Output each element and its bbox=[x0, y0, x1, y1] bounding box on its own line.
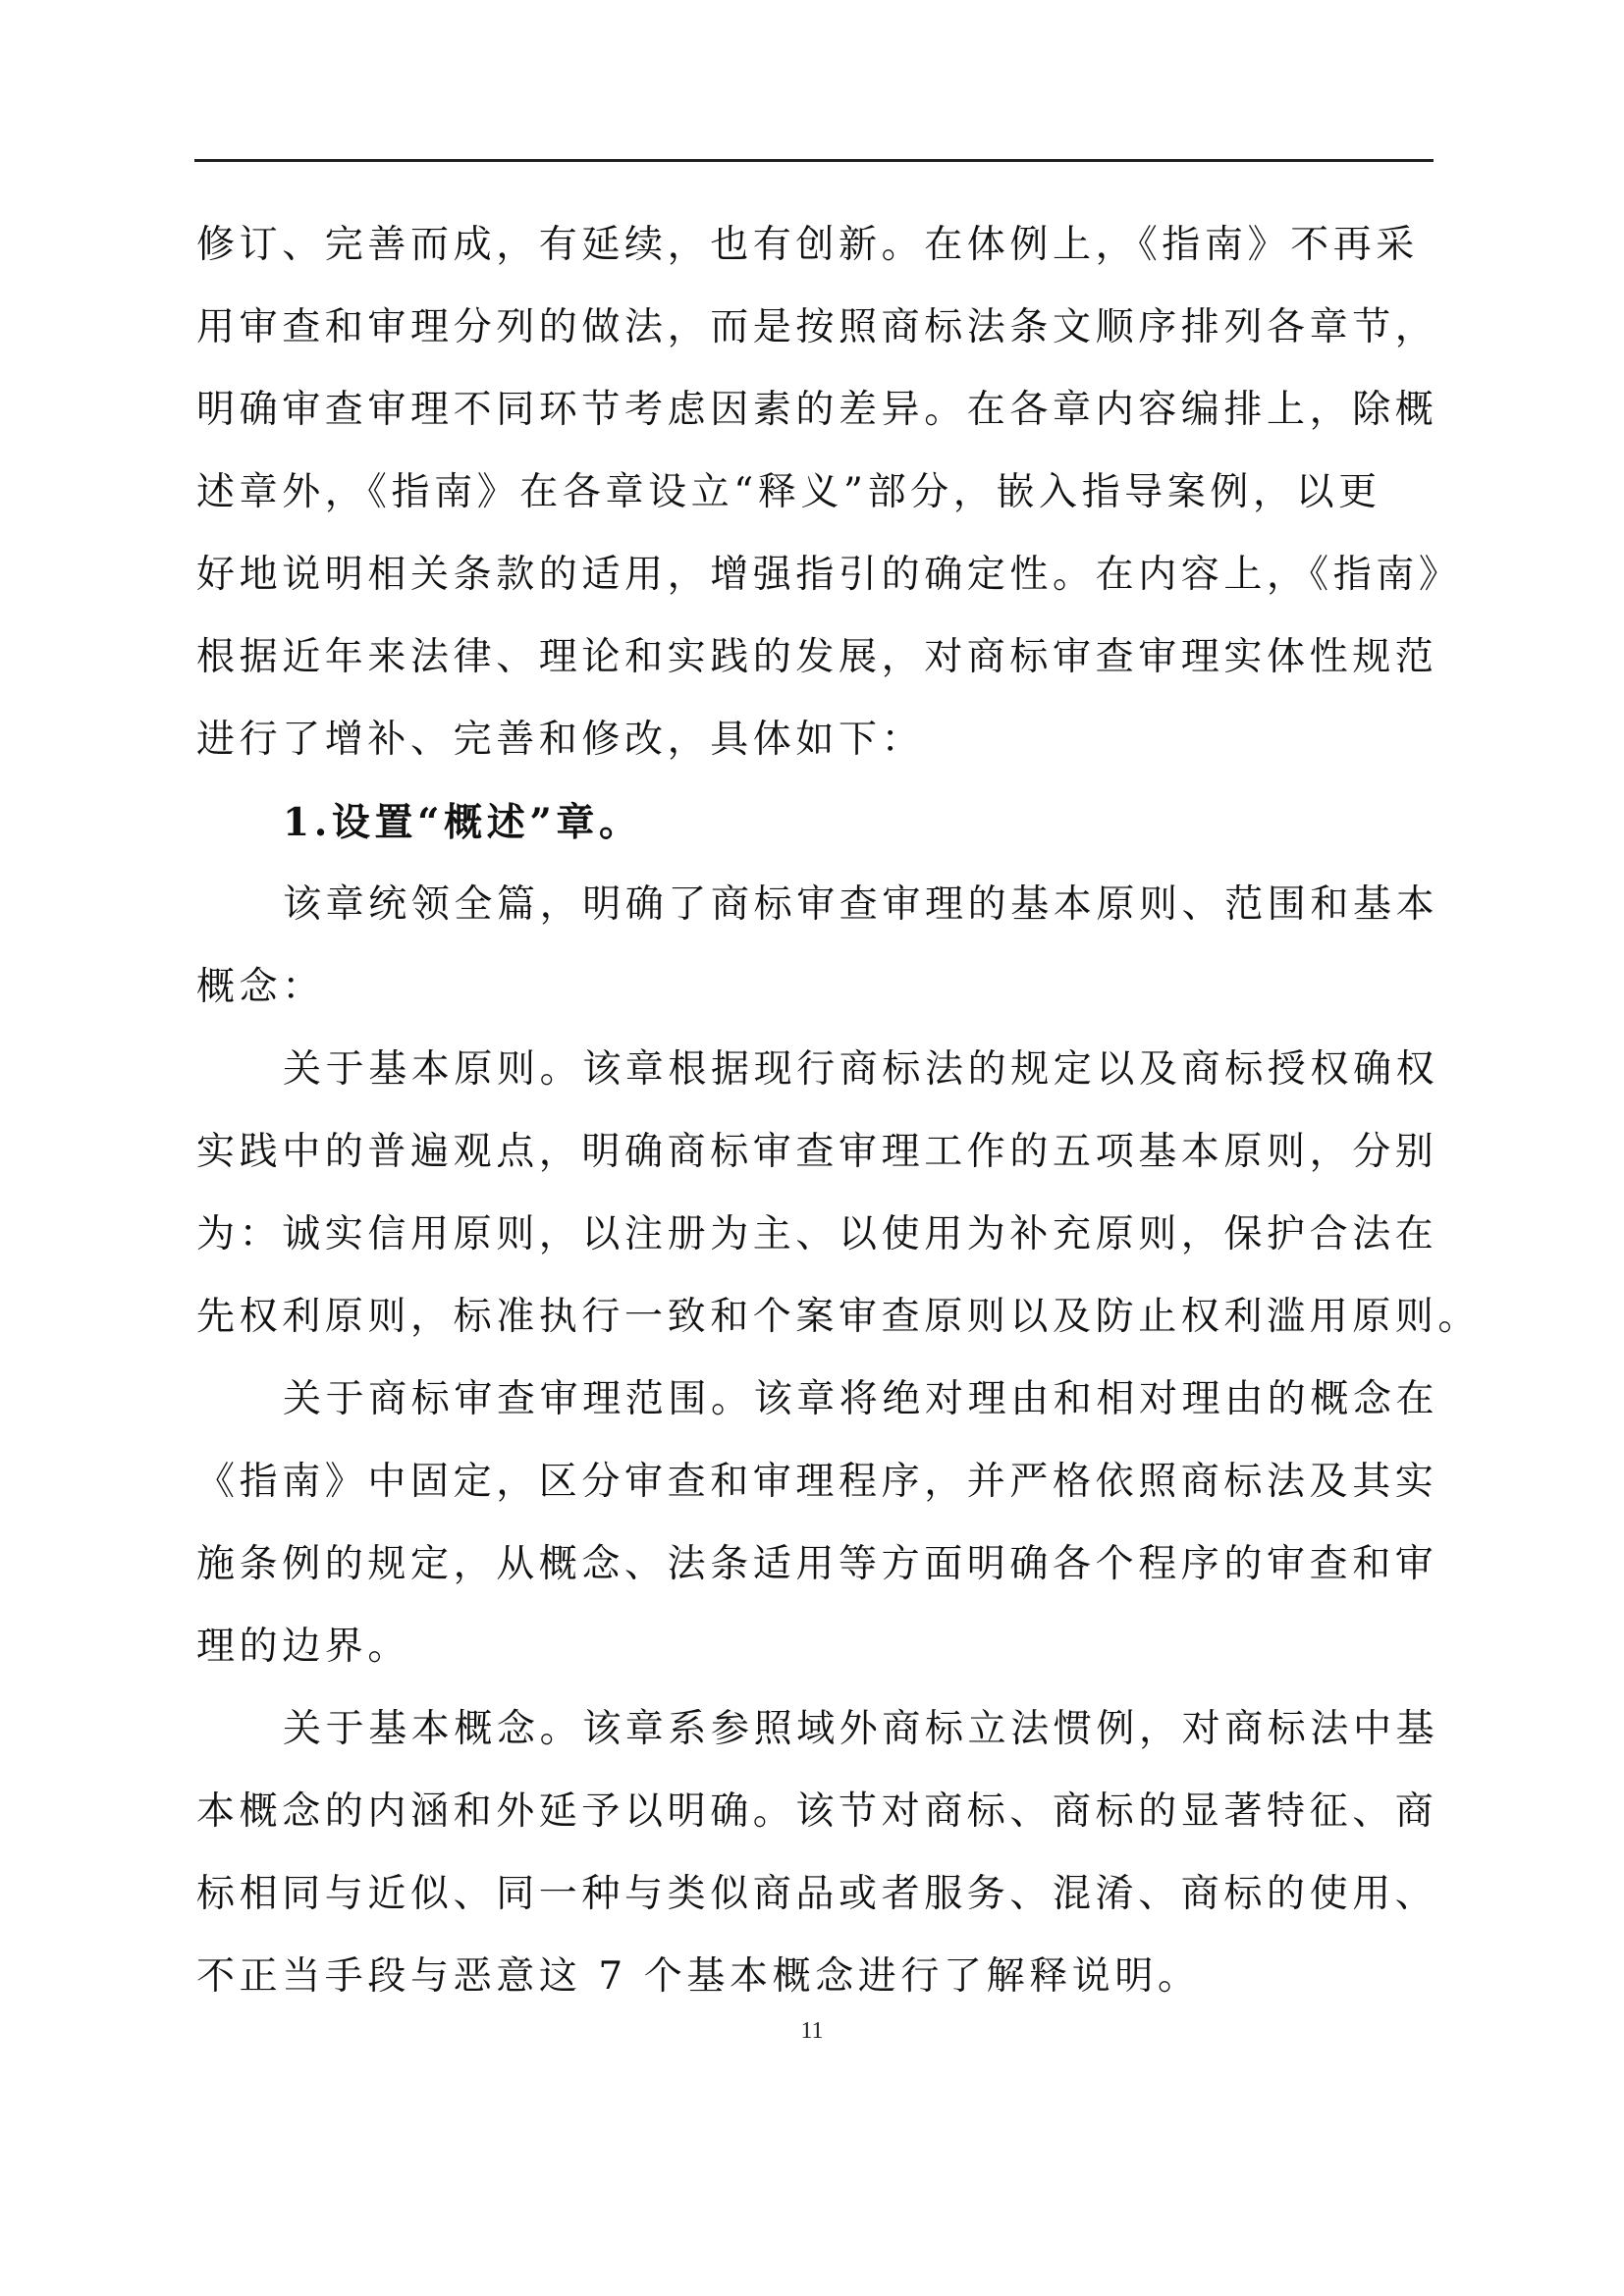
text-line: 概念： bbox=[196, 965, 325, 1009]
text-line: 好地说明相关条款的适用，增强指引的确定性。在内容上，《指南》 bbox=[196, 553, 1462, 597]
text-line: 明确审查审理不同环节考虑因素的差异。在各章内容编排上，除概 bbox=[196, 388, 1438, 432]
text-line: 标相同与近似、同一种与类似商品或者服务、混淆、商标的使用、 bbox=[196, 1872, 1438, 1916]
document-body bbox=[196, 204, 1482, 2018]
page-number: 11 bbox=[800, 2018, 824, 2044]
text-line: 为：诚实信用原则，以注册为主、以使用为补充原则，保护合法在 bbox=[196, 1212, 1438, 1256]
text-line: 先权利原则，标准执行一致和个案审查原则以及防止权利滥用原则。 bbox=[196, 1295, 1482, 1339]
text-line: 关于商标审查审理范围。该章将绝对理由和相对理由的概念在 bbox=[283, 1377, 1439, 1421]
text-line: 本概念的内涵和外延予以明确。该节对商标、商标的显著特征、商 bbox=[196, 1789, 1438, 1834]
text-line: 述章外，《指南》在各章设立“释义”部分，嵌入指导案例，以更 bbox=[196, 470, 1381, 514]
text-line: 关于基本概念。该章系参照域外商标立法惯例，对商标法中基 bbox=[283, 1707, 1439, 1751]
header-rule bbox=[194, 159, 1434, 162]
text-line: 关于基本原则。该章根据现行商标法的规定以及商标授权确权 bbox=[283, 1047, 1439, 1092]
text-line: 理的边界。 bbox=[196, 1625, 411, 1669]
text-line: 实践中的普遍观点，明确商标审查审理工作的五项基本原则，分别 bbox=[196, 1130, 1438, 1174]
text-line: 进行了增补、完善和修改，具体如下： bbox=[196, 718, 925, 762]
text-line: 修订、完善而成，有延续，也有创新。在体例上，《指南》不再采 bbox=[196, 223, 1419, 267]
section-heading: 1.设置“概述”章。 bbox=[283, 800, 642, 845]
text-line: 用审查和审理分列的做法，而是按照商标法条文顺序排列各章节， bbox=[196, 305, 1438, 349]
text-line: 不正当手段与恶意这 7 个基本概念进行了解释说明。 bbox=[196, 1954, 1201, 1999]
text-line: 《指南》中固定，区分审查和审理程序，并严格依照商标法及其实 bbox=[196, 1460, 1438, 1504]
text-line: 施条例的规定，从概念、法条适用等方面明确各个程序的审查和审 bbox=[196, 1542, 1438, 1586]
text-line: 根据近年来法律、理论和实践的发展，对商标审查审理实体性规范 bbox=[196, 635, 1438, 679]
text-line: 该章统领全篇，明确了商标审查审理的基本原则、范围和基本 bbox=[283, 882, 1439, 927]
